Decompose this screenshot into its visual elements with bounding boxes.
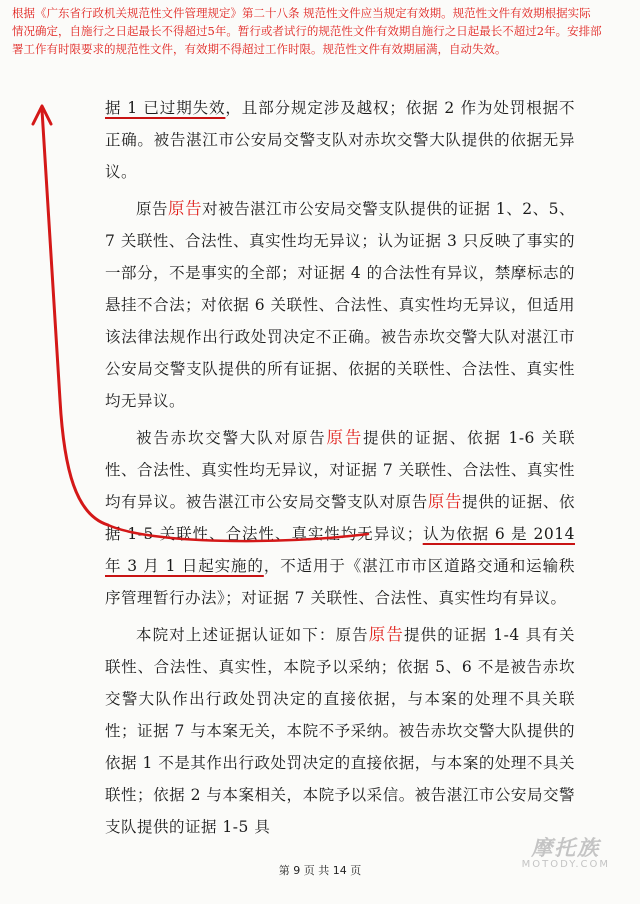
paragraph-2-text: 对被告湛江市公安局交警支队提供的证据 1、2、5、7 关联性、合法性、真实性均无异议；认为证据 3 只反映了事实的一部分，不是事实的全部；对证据 4 的合法性有异议，禁摩标志的悬挂不合法；对依据 6 关联性、合法性、真实性均无异议，但适用该法律法规作出行政处罚决定不正确。被告赤坎交警大队对湛江市公安局交警支队提供的所有证据、依据的关联性、合法性、真实性均无异议。 [105,200,576,410]
document-body [105,92,575,848]
paragraph-3-text-b: 提供的证据、依据 1-6 关联性、合法性、真实性均无异议，对证据 7 关联性、合法性、真实性均有异议。被告湛江市公安局交警支队对原告 [105,429,575,511]
red-label-plaintiff: 原告 [168,199,203,218]
paragraph-1-text: ，且部分规定涉及越权；依据 2 作为处罚根据不正确。被告湛江市公安局交警支队对赤坎交警大队提供的依据无异议。 [105,99,575,181]
paragraph-2 [105,193,575,417]
paragraph-3-text-a: 被告赤坎交警大队对原告 [136,429,327,447]
paragraph-3 [105,422,575,614]
arrow-head-icon [33,106,51,124]
arrow-line [42,110,108,525]
red-annotation-note: 根据《广东省行政机关规范性文件管理规定》第二十八条 规范性文件应当规定有效期。规范性文件有效期根据实际情况确定，自施行之日起最长不得超过5年。暂行或者试行的规范性文件有效期自施行之日起最长不超过2年。安排部署工作有时限要求的规范性文件，有效期不得超过工作时限。规范性文件有效期届满，自动失效。 [12,6,602,56]
paragraph-3-text-d: ，不适用于《湛江市市区道路交通和运输秩序管理暂行办法》；对证据 7 关联性、合法性、真实性均有异议。 [105,557,575,607]
paragraph-3-text-c: 提供的证据、依据 1-5 关联性、合法性、真实性均无异议； [105,493,575,543]
paragraph-2-lead: 原告 [136,200,169,218]
watermark-sub: MOTODY.COM [521,859,610,870]
page-number: 第 9 页 共 14 页 [278,864,362,877]
paragraph-4 [105,619,575,843]
watermark-main: 摩托族 [531,836,601,860]
red-label-plaintiff: 原告 [368,625,405,644]
paragraph-1 [105,92,575,188]
red-label-plaintiff: 原告 [427,492,463,511]
paragraph-4-text-a: 本院对上述证据认证如下：原告 [136,626,369,644]
paragraph-4-text-b: 提供的证据 1-4 具有关联性、合法性、真实性，本院予以采纳；依据 5、6 不是被告赤坎交警大队作出行政处罚决定的直接依据，与本案的处理不具关联性；证据 7 与本案无关，本院不予采纳。被告赤坎交警大队提供的依据 1 不是其作出行政处罚决定的直接依据，与本案的处理不具关联性；依据 2 与本案相关，本院予以采信。被告湛江市公安局交警支队提供的证据 1-5 具 [105,626,575,836]
red-label-plaintiff: 原告 [326,428,364,447]
underlined-phrase-effective-date: 认为依据 6 是 2014 年 3 月 1 日起实施的 [105,525,575,575]
underlined-phrase-expired: 据 1 已过期失效 [105,99,226,117]
